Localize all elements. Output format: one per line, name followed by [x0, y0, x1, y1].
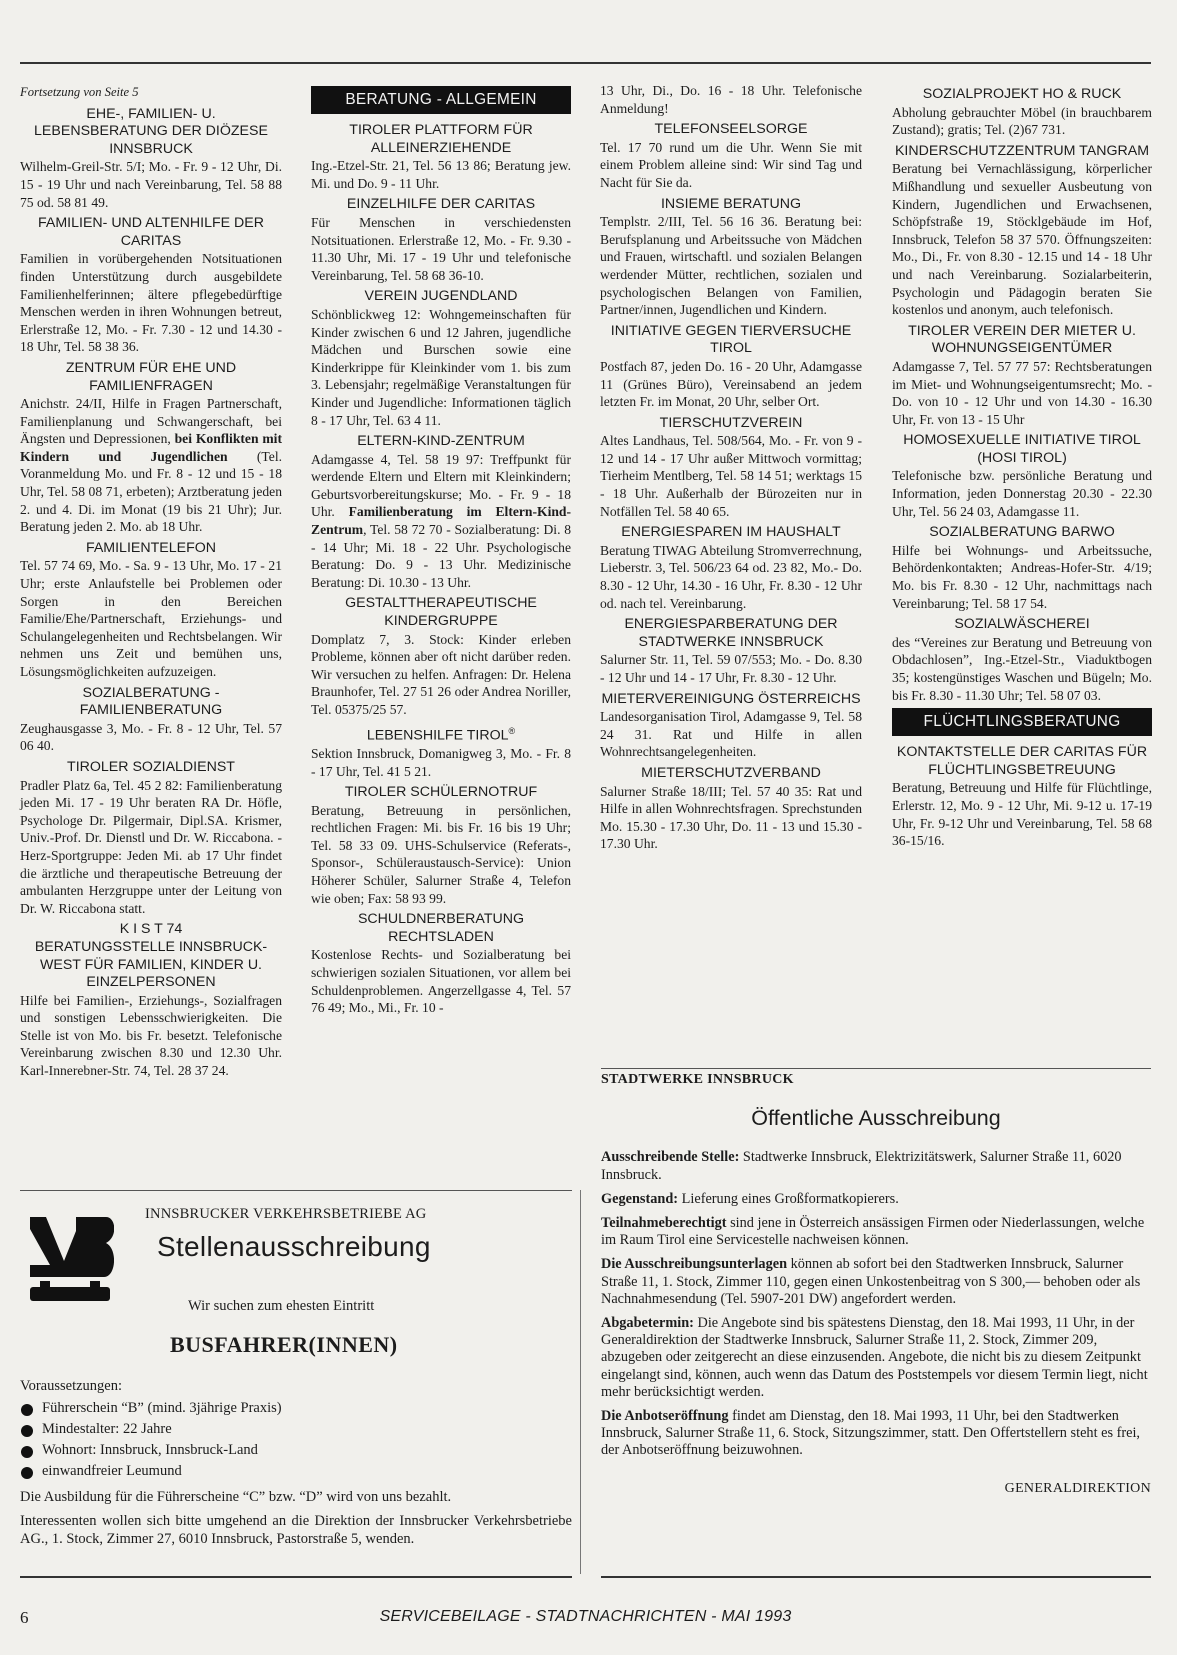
entry-body — [311, 157, 571, 192]
tender-paragraph-text: Stadtwerke Innsbruck, Elektrizitätswerk, Salurner Straße 11, 6020 Innsbruck. — [601, 1149, 1122, 1183]
entry-body — [600, 213, 862, 319]
listing-entry — [311, 433, 571, 591]
footer-title: SERVICEBEILAGE - STADTNACHRICHTEN - MAI 1993 — [379, 1608, 792, 1625]
entry-heading-text: MIETERVEREINIGUNG ÖSTERREICHS — [601, 690, 861, 707]
tender-paragraph-text: können ab sofort bei den Stadtwerken Innsbruck, Salurner Straße 11, 1. Stock, Zimmer 110, gegen einen Unkostenbeitrag von S 300,— behoben oder als Nachnahmesendung (Tel. 5907-201 DW) angefordert werden. — [601, 1256, 1141, 1307]
entry-heading — [311, 196, 571, 214]
tender-paragraph-label: Abgabetermin: — [601, 1315, 694, 1332]
ad-separator — [580, 1190, 581, 1574]
tender-paragraph-label: Die Ausschreibungsunterlagen — [601, 1256, 788, 1273]
entry-body — [311, 745, 571, 780]
tender-signature: GENERALDIREKTION — [1004, 1480, 1151, 1496]
requirements-list — [20, 1398, 572, 1482]
contact-note: Interessenten wollen sich bitte umgehend an die Direktion der Innsbrucker Verkehrsbetriebe AG., 1. Stock, Zimmer 27, 6010 Innsbruck, Pastorstraße 5, wenden. — [20, 1513, 572, 1547]
listing-entry — [600, 121, 862, 191]
entry-heading-text: SOZIALPROJEKT HO & RUCK — [922, 86, 1122, 102]
listing-entry — [600, 82, 862, 117]
entry-heading — [600, 415, 862, 433]
listing-entry — [20, 921, 282, 1079]
entry-body-text: Domplatz 7, 3. Stock: Kinder erleben Probleme, können aber oft nicht darüber reden. Wir versuchen zu helfen. Anfragen: Dr. Helena Braunhofer, Tel. 27 51 26 oder Andrea Noriller, Tel. 05375/25 57. — [311, 631, 571, 717]
entry-body-text: Pradler Platz 6a, Tel. 45 2 82: Familienberatung jeden Mi. 17 - 19 Uhr beraten RA Dr. Höfle, Psychologe Dr. Pilgermair, Dipl.SA. Krismer, Univ.-Prof. Dr. Dienstl und Dr. W. Riccabona. - Herz-Sportgruppe: Jeden Mi. ab 17 Uhr findet die ärztliche und therapeutische Betreuung der ambulanten Herzgruppe unter der Leitung von Dr. W. Riccabona statt. — [20, 777, 282, 916]
listing-entry — [20, 360, 282, 536]
tender-paragraph — [601, 1191, 1151, 1208]
entry-body-text: Hilfe bei Familien-, Erziehungs-, Sozialfragen und sonstigen Lebensschwierigkeiten. Die Stelle ist von Mo. bis Fr. besetzt. Telefonische Vereinbarung zwischen 8.30 und 12.30 Uhr. Karl-Innerebner-Str. 74, Tel. 28 37 24. — [20, 992, 282, 1079]
public-tender — [601, 1071, 1151, 1497]
entry-heading — [311, 122, 571, 157]
entry-body — [600, 651, 862, 686]
entry-body-text: , Tel. 58 72 70 - Sozialberatung: Di. 8 - 14 Uhr; Mi. 18 - 22 Uhr. Psychologische Beratung: Do. 9 - 13 Uhr. Medizinische Beratung: Di. 10.30 - 13 Uhr. — [311, 522, 571, 590]
column-3 — [600, 82, 862, 857]
listing-entry — [892, 616, 1152, 704]
continuation-note: Fortsetzung von Seite 5 — [20, 85, 139, 99]
listing-entry — [311, 595, 571, 718]
entry-heading — [600, 616, 862, 651]
section-divider-left — [20, 1190, 572, 1191]
tender-paragraph — [601, 1315, 1151, 1401]
company-name: INNSBRUCKER VERKEHRSBETRIEBE AG — [145, 1206, 427, 1222]
entry-body — [600, 139, 862, 192]
entry-body — [600, 542, 862, 612]
entry-body — [892, 467, 1152, 520]
section-divider-right — [601, 1068, 1151, 1069]
entry-heading — [20, 921, 282, 939]
tender-paragraph-label: Gegenstand: — [601, 1190, 679, 1207]
entry-heading — [600, 323, 862, 358]
entry-heading — [311, 723, 571, 745]
entry-heading — [600, 121, 862, 139]
entry-body-text: Postfach 87, jeden Do. 16 - 20 Uhr, Adamgasse 11 (Grünes Büro), Vereinsabend an jedem letzten Fr. im Monat, 20 Uhr, selber Ort. — [600, 358, 862, 410]
entry-body — [892, 104, 1152, 139]
entry-heading — [892, 323, 1152, 358]
listing-entry — [600, 196, 862, 319]
listing-entry — [20, 685, 282, 755]
tender-org: STADTWERKE INNSBRUCK — [601, 1072, 794, 1087]
entry-body — [20, 557, 282, 680]
entry-body-text: Beratung bei Vernachlässigung, körperlicher Mißhandlung und sexueller Ausbeutung von Kindern, Jugendlichen und Erwachsenen, Schöpfstraße 19, Stöcklgebäude im Hof, Innsbruck, Telefon 58 37 570. Öffnungszeiten: Mo., Di., Fr. von 8.30 - 12.15 und 14 - 18 Uhr und nach Vereinbarung. Sozialarbeiterin, Psychologin und Pädagogin beraten Sie kostenlos und anonym, auch telefonisch. — [892, 161, 1152, 318]
entry-body-text: Adamgasse 4, Tel. 58 19 97: Treffpunkt für werdende Eltern und Eltern mit Kleinkindern; Geburtsvorbereitungskurse; Mo. - Fr. 9 - 18 Uhr. — [311, 451, 571, 520]
entry-body-text: Hilfe bei Wohnungs- und Arbeitssuche, Behördenkontakten; Andreas-Hofer-Str. 4/19; Mo. bis Fr. 8.30 - 12 Uhr, nachmittags nach Vereinbarung; Tel. 58 17 54. — [892, 542, 1152, 611]
entry-heading-text: INITIATIVE GEGEN TIERVERSUCHE TIROL — [610, 322, 852, 357]
entry-body-text: Beratung, Betreuung und Hilfe für Flüchtlinge, Erlerstr. 12, Mo. 9 - 12 Uhr, Mi. 9-12 u. 17-19 Uhr, Fr. 9-12 Uhr und Vereinbarung, Tel. 58 68 36-15/16. — [892, 780, 1152, 849]
listing-entry — [600, 323, 862, 411]
column-4 — [892, 82, 1152, 854]
listing-entry — [311, 122, 571, 192]
listing-entry — [311, 784, 571, 907]
entry-heading-text: TIROLER SCHÜLERNOTRUF — [344, 784, 538, 801]
entry-body-text: Wilhelm-Greil-Str. 5/I; Mo. - Fr. 9 - 12 Uhr, Di. 15 - 19 Uhr und nach Vereinbarung, Tel. 58 88 75 od. 58 81 49. — [20, 159, 282, 210]
requirements-label: Voraussetzungen: — [20, 1378, 123, 1394]
entry-body — [311, 802, 571, 908]
entry-body — [311, 631, 571, 719]
requirements — [20, 1377, 572, 1548]
registered-mark: ® — [508, 725, 516, 736]
entry-heading-text: INSIEME BERATUNG — [660, 195, 802, 212]
entry-body — [600, 358, 862, 411]
entry-body — [20, 777, 282, 918]
entry-heading — [600, 524, 862, 542]
top-rule — [20, 62, 1151, 64]
entry-body — [20, 720, 282, 755]
entry-heading — [20, 215, 282, 250]
entry-body-text: Kostenlose Rechts- und Sozialberatung bei schwierigen sozialen Situationen, vor allem bei Schuldenproblemen. Angerzellgasse 4, Tel. 57 76 49; Mo., Mi., Fr. 10 - — [311, 947, 571, 1016]
entry-heading — [20, 360, 282, 395]
entry-body-text: 13 Uhr, Di., Do. 16 - 18 Uhr. Telefonische Anmeldung! — [600, 83, 862, 116]
entry-heading-text: EHE-, FAMILIEN- U. LEBENSBERATUNG DER DIÖZESE INNSBRUCK — [34, 105, 268, 157]
entry-body-text: Tel. 57 74 69, Mo. - Sa. 9 - 13 Uhr, Mo. 17 - 21 Uhr; erste Anlaufstelle bei Problemen oder Sorgen in den Bereichen Familie/Ehe/Partnerschaft, Erziehungs- und Schulangelegenheiten und Rechtsbelangen. Wir nehmen uns Zeit und bemühen uns, Lösungsmöglichkeiten aufzuzeigen. — [20, 558, 282, 679]
entry-heading — [20, 540, 282, 558]
training-note: Die Ausbildung für die Führerscheine “C” bzw. “D” wird von uns bezahlt. — [20, 1489, 452, 1505]
entry-heading-text: TIROLER SOZIALDIENST — [67, 758, 235, 775]
entry-body-text: Altes Landhaus, Tel. 508/564, Mo. - Fr. von 9 - 12 und 14 - 17 Uhr außer Mittwoch vormittag; Tierheim Mentlberg, Tel. 58 14 51; werktags 15 - 18 Uhr. Außerhalb der Bürozeiten nur in Notfällen Tel. 58 40 65. — [600, 433, 862, 519]
listing-entry — [600, 524, 862, 612]
entry-heading — [20, 759, 282, 777]
listing-entry — [892, 524, 1152, 612]
listing-entry — [892, 432, 1152, 520]
entry-body-emphasis: Familienberatung im Eltern-Kind-Zentrum — [311, 504, 572, 538]
entry-heading — [600, 691, 862, 709]
entry-heading — [892, 143, 1152, 161]
entry-heading — [600, 765, 862, 783]
entry-body — [600, 708, 862, 761]
entry-body-text: Für Menschen in verschiedensten Notsituationen. Erlerstraße 12, Mo. - Fr. 9.30 - 11.30 Uhr, Mi. 17 - 19 Uhr und telefonische Vereinbarung, Tel. 58 68 36-10. — [311, 214, 571, 283]
entry-body — [311, 451, 571, 592]
entry-heading-text: TELEFONSEELSORGE — [654, 121, 808, 138]
listing-entry — [20, 106, 282, 212]
entry-heading — [892, 432, 1152, 467]
requirement-item: Mindestalter: 22 Jahre — [20, 1419, 572, 1440]
listing-entry — [311, 288, 571, 429]
entry-body-text: Salurner Straße 18/III; Tel. 57 40 35: Rat und Hilfe in allen Wohnrechtsfragen. Sprechstunden Mo. 15.30 - 17.30 Uhr, Do. 11 - 13 und 15.30 - 17.30 Uhr. — [600, 783, 862, 852]
entry-heading — [20, 106, 282, 159]
section-banner: FLÜCHTLINGSBERATUNG — [892, 708, 1152, 736]
entry-body — [20, 395, 282, 536]
entry-heading-text: TIROLER PLATTFORM FÜR ALLEINERZIEHENDE — [349, 122, 533, 156]
listing-entry — [892, 323, 1152, 429]
ad-subtitle: Wir suchen zum ehesten Eintritt — [188, 1298, 375, 1314]
tender-paragraphs — [601, 1149, 1151, 1459]
tender-paragraph-text: Die Angebote sind bis spätestens Dienstag, den 18. Mai 1993, 11 Uhr, in der Generaldirektion der Stadtwerke Innsbruck, Salurner Straße 11, 2. Stock, Zimmer 209, abzugeben oder zeitgerecht an diese einzusenden. Angebote, die nicht bis zu diesem Zeitpunkt eingelangt sind, können, auch wenn das Datum des Poststempels vor diesem Termin liegt, nicht mehr berücksichtigt werden. — [601, 1315, 1148, 1400]
entry-heading-text: ZENTRUM FÜR EHE UND FAMILIENFRAGEN — [65, 359, 237, 394]
entry-body-text: Beratung TIWAG Abteilung Stromverrechnung, Lieberstr. 3, Tel. 506/23 64 od. 23 82, Mo.- Do. 8.30 - 12 Uhr, 14.30 - 16 Uhr, Fr. 8.30 - 12 Uhr od. nach tel. Vereinbarung. — [600, 542, 862, 611]
ad-title: Stellenausschreibung — [157, 1231, 431, 1262]
entry-body-text: Sektion Innsbruck, Domanigweg 3, Mo. - Fr. 8 - 17 Uhr, Tel. 41 5 21. — [311, 745, 571, 779]
entry-heading-text: GESTALTTHERAPEUTISCHE KINDERGRUPPE — [345, 595, 537, 630]
entry-heading-text: SOZIALBERATUNG - FAMILIENBERATUNG — [79, 684, 223, 719]
entry-heading-text: MIETERSCHUTZVERBAND — [641, 764, 821, 781]
entry-heading-text: K I S T 74 — [119, 921, 183, 938]
listing-entry — [311, 723, 571, 781]
entry-body — [20, 158, 282, 211]
listing-entry — [892, 744, 1152, 850]
requirement-item: einwandfreier Leumund — [20, 1461, 572, 1482]
entry-heading — [311, 784, 571, 802]
entry-heading-text: LEBENSHILFE TIROL — [366, 727, 509, 744]
entry-body-text: Abholung gebrauchter Möbel (in brauchbarem Zustand); gratis; Tel. (2)67 731. — [892, 104, 1152, 138]
entry-body — [20, 250, 282, 356]
column-1 — [20, 82, 282, 1084]
entry-heading — [892, 524, 1152, 542]
entry-body — [892, 358, 1152, 428]
entry-heading-text: SOZIALWÄSCHEREI — [954, 616, 1090, 633]
entry-body — [311, 214, 571, 284]
requirement-item: Führerschein “B” (mind. 3jährige Praxis) — [20, 1398, 572, 1419]
entry-heading-text: TIROLER VEREIN DER MIETER U. WOHNUNGSEIGENTÜMER — [908, 322, 1136, 357]
entry-heading-text: ENERGIESPAREN IM HAUSHALT — [621, 524, 841, 541]
entry-body-emphasis: bei Konflikten mit Kindern und Jugendlichen — [20, 431, 282, 464]
listing-entry — [20, 540, 282, 681]
entry-body-text: Anichstr. 24/II, Hilfe in Fragen Partnerschaft, Familienplanung und Schwangerschaft, bei Ängsten und Depressionen, — [20, 396, 282, 447]
entry-body-text: Telefonische bzw. persönliche Beratung und Information, jeden Donnerstag 20.30 - 22.30 Uhr, Tel. 56 24 03, Adamgasse 11. — [892, 468, 1152, 519]
listing-entry — [600, 616, 862, 686]
ivb-logo-icon — [24, 1215, 114, 1309]
entry-heading-text: SCHULDNERBERATUNG RECHTSLADEN — [357, 911, 525, 945]
tender-paragraph-label: Ausschreibende Stelle: — [601, 1149, 740, 1166]
tender-paragraph-text: sind jene in Österreich ansässigen Firmen oder Niederlassungen, welche im Raum Tirol eine Servicestelle nachweisen können. — [601, 1215, 1145, 1249]
entry-heading — [20, 685, 282, 720]
listing-entry — [892, 143, 1152, 319]
page-number: 6 — [20, 1608, 29, 1627]
entry-body-text: Schönblickweg 12: Wohngemeinschaften für Kinder zwischen 6 und 12 Jahren, jugendliche Mädchen und Burschen sowie eine Kinderkrippe für Kleinkinder vom 1. bis zum 3. Lebensjahr; regelmäßige Veranstaltungen für Kinder und Jugendliche: Informationen täglich 8 - 17 Uhr, Tel. 63 4 11. — [311, 306, 571, 428]
tender-paragraph-text: findet am Dienstag, den 18. Mai 1993, 11 Uhr, bei den Stadtwerken Innsbruck, Salurner Straße 11, 6. Stock, Sitzungszimmer, statt. Den Offertstellern steht es frei, der Anbotseröffnung beizuwohnen. — [601, 1408, 1141, 1459]
tender-paragraph — [601, 1256, 1151, 1308]
listing-entry — [311, 196, 571, 284]
job-role: BUSFAHRER(INNEN) — [170, 1332, 398, 1357]
listing-entry — [20, 215, 282, 356]
entry-heading-text: EINZELHILFE DER CARITAS — [346, 196, 536, 213]
entry-heading — [892, 86, 1152, 104]
entry-heading-text: FAMILIEN- UND ALTENHILFE DER CARITAS — [38, 215, 264, 249]
entry-heading — [311, 595, 571, 630]
entry-heading — [311, 911, 571, 946]
entry-body — [600, 432, 862, 520]
entry-body-text: Adamgasse 7, Tel. 57 77 57: Rechtsberatungen im Miet- und Wohnungseigentumsrecht; Mo. - Do. von 10 - 12 Uhr und von 14.30 - 16.30 Uhr, Fr. von 13 - 15 Uhr — [892, 358, 1152, 427]
tender-paragraph — [601, 1215, 1151, 1249]
entry-body — [892, 160, 1152, 318]
entry-body-text: des “Vereines zur Beratung und Betreuung von Obdachlosen”, Ing.-Etzel-Str., Viaduktbogen 35; kostengünstiges Waschen und Bügeln; Mo. bis Fr. 8.30 - 11.30 Uhr; Tel. 58 07 03. — [892, 634, 1152, 703]
tender-paragraph-text: Lieferung eines Großformatkopierers. — [678, 1190, 899, 1207]
entry-body-text: Zeughausgasse 3, Mo. - Fr. 8 - 12 Uhr, Tel. 57 06 40. — [20, 720, 282, 754]
entry-heading — [892, 616, 1152, 634]
entry-heading-text: KONTAKTSTELLE DER CARITAS FÜR FLÜCHTLINGSBETREUUNG — [896, 744, 1148, 778]
entry-heading — [600, 196, 862, 214]
requirement-item: Wohnort: Innsbruck, Innsbruck-Land — [20, 1440, 572, 1461]
entry-body-text: Familien in vorübergehenden Notsituationen finden Unterstützung durch ausgebildete Familienhelferinnen; ältere pflegebedürftige Menschen werden in ihren Wohnungen betreut, Erlerstraße 12, Mo. - Fr. 7.30 - 12 und 14.30 - 18 Uhr, Tel. 58 38 36. — [20, 251, 282, 355]
entry-body-text: Templstr. 2/III, Tel. 56 16 36. Beratung bei: Berufsplanung und Arbeitssuche von Mädchen und Frauen, wirtschaftl. und sozialen Belangen werdender Mütter, rechtlichen, sozialen und psychologischen Belangen von Familien, Partner/innen, Jugendlichen und Kindern. — [600, 214, 862, 318]
entry-body-text: Ing.-Etzel-Str. 21, Tel. 56 13 86; Beratung jew. Mi. und Do. 9 - 11 Uhr. — [311, 158, 571, 191]
entry-body — [600, 783, 862, 853]
entry-body — [892, 542, 1152, 612]
entry-heading-text: TIERSCHUTZVEREIN — [659, 414, 803, 431]
entry-heading-text: VEREIN JUGENDLAND — [364, 288, 518, 305]
entry-body — [311, 946, 571, 1016]
listing-entry — [600, 415, 862, 521]
tender-paragraph-label: Teilnahmeberechtigt — [601, 1215, 727, 1232]
entry-heading — [311, 433, 571, 451]
entry-body-text: Salurner Str. 11, Tel. 59 07/553; Mo. - Do. 8.30 - 12 Uhr und 14 - 17 Uhr, Fr. 8.30 - 12 Uhr. — [600, 652, 862, 685]
bottom-rule-right — [601, 1576, 1151, 1578]
entry-body — [311, 306, 571, 429]
entry-heading-text: ELTERN-KIND-ZENTRUM — [357, 433, 525, 450]
entry-heading — [892, 744, 1152, 779]
bottom-rule-left — [20, 1576, 572, 1578]
tender-paragraph-label: Die Anbotseröffnung — [601, 1408, 729, 1425]
entry-body — [600, 82, 862, 117]
listing-entry — [600, 765, 862, 853]
section-banner: BERATUNG - ALLGEMEIN — [311, 86, 571, 114]
entry-heading — [311, 288, 571, 306]
entry-body-text: Landesorganisation Tirol, Adamgasse 9, Tel. 58 24 31. Rat und Hilfe in allen Wohnrechtsangelegenheiten. — [600, 709, 862, 760]
entry-body-text: (Tel. Voranmeldung Mo. und Fr. 8 - 12 und 15 - 18 Uhr, Tel. 58 08 71, erbeten); Arztberatung jeden 2. und 4. Di. im Monat (19 bis 21 Uhr); Jur. Beratung jeden 2. Mo. ab 18 Uhr. — [20, 448, 282, 535]
entry-heading-text: ENERGIESPARBERATUNG DER STADTWERKE INNSBRUCK — [624, 616, 838, 650]
entry-body — [892, 634, 1152, 704]
entry-heading-text: FAMILIENTELEFON — [85, 539, 217, 556]
tender-title: Öffentliche Ausschreibung — [751, 1106, 1001, 1131]
entry-heading-text: KINDERSCHUTZZENTRUM TANGRAM — [894, 142, 1150, 159]
listing-entry — [311, 911, 571, 1017]
tender-paragraph — [601, 1149, 1151, 1183]
tender-paragraph — [601, 1408, 1151, 1460]
entry-body-text: Tel. 17 70 rund um die Uhr. Wenn Sie mit einem Problem alleine sind: Wir sind Tag und Nacht für Sie da. — [600, 139, 862, 190]
listing-entry — [600, 691, 862, 761]
entry-heading-text: SOZIALBERATUNG BARWO — [929, 524, 1115, 541]
entry-heading-text: HOMOSEXUELLE INITIATIVE TIROL (HOSI TIROL) — [903, 432, 1141, 466]
column-2 — [311, 82, 571, 1021]
entry-body-text: Beratung, Betreuung in persönlichen, rechtlichen Fragen: Mi. bis Fr. 16 bis 19 Uhr; Tel. 58 33 09. UHS-Schulservice (Referats-, Sponsor-, Schüleraustausch-Service): Union Höherer Schüler, Salurner Straße 4, Telefon wie oben; Fax: 58 93 99. — [311, 802, 571, 906]
entry-body — [892, 779, 1152, 849]
entry-subheading: BERATUNGSSTELLE INNSBRUCK-WEST FÜR FAMILIEN, KINDER U. EINZELPERSONEN — [34, 938, 268, 991]
listing-entry — [892, 86, 1152, 139]
entry-body — [20, 992, 282, 1080]
listing-entry — [20, 759, 282, 917]
